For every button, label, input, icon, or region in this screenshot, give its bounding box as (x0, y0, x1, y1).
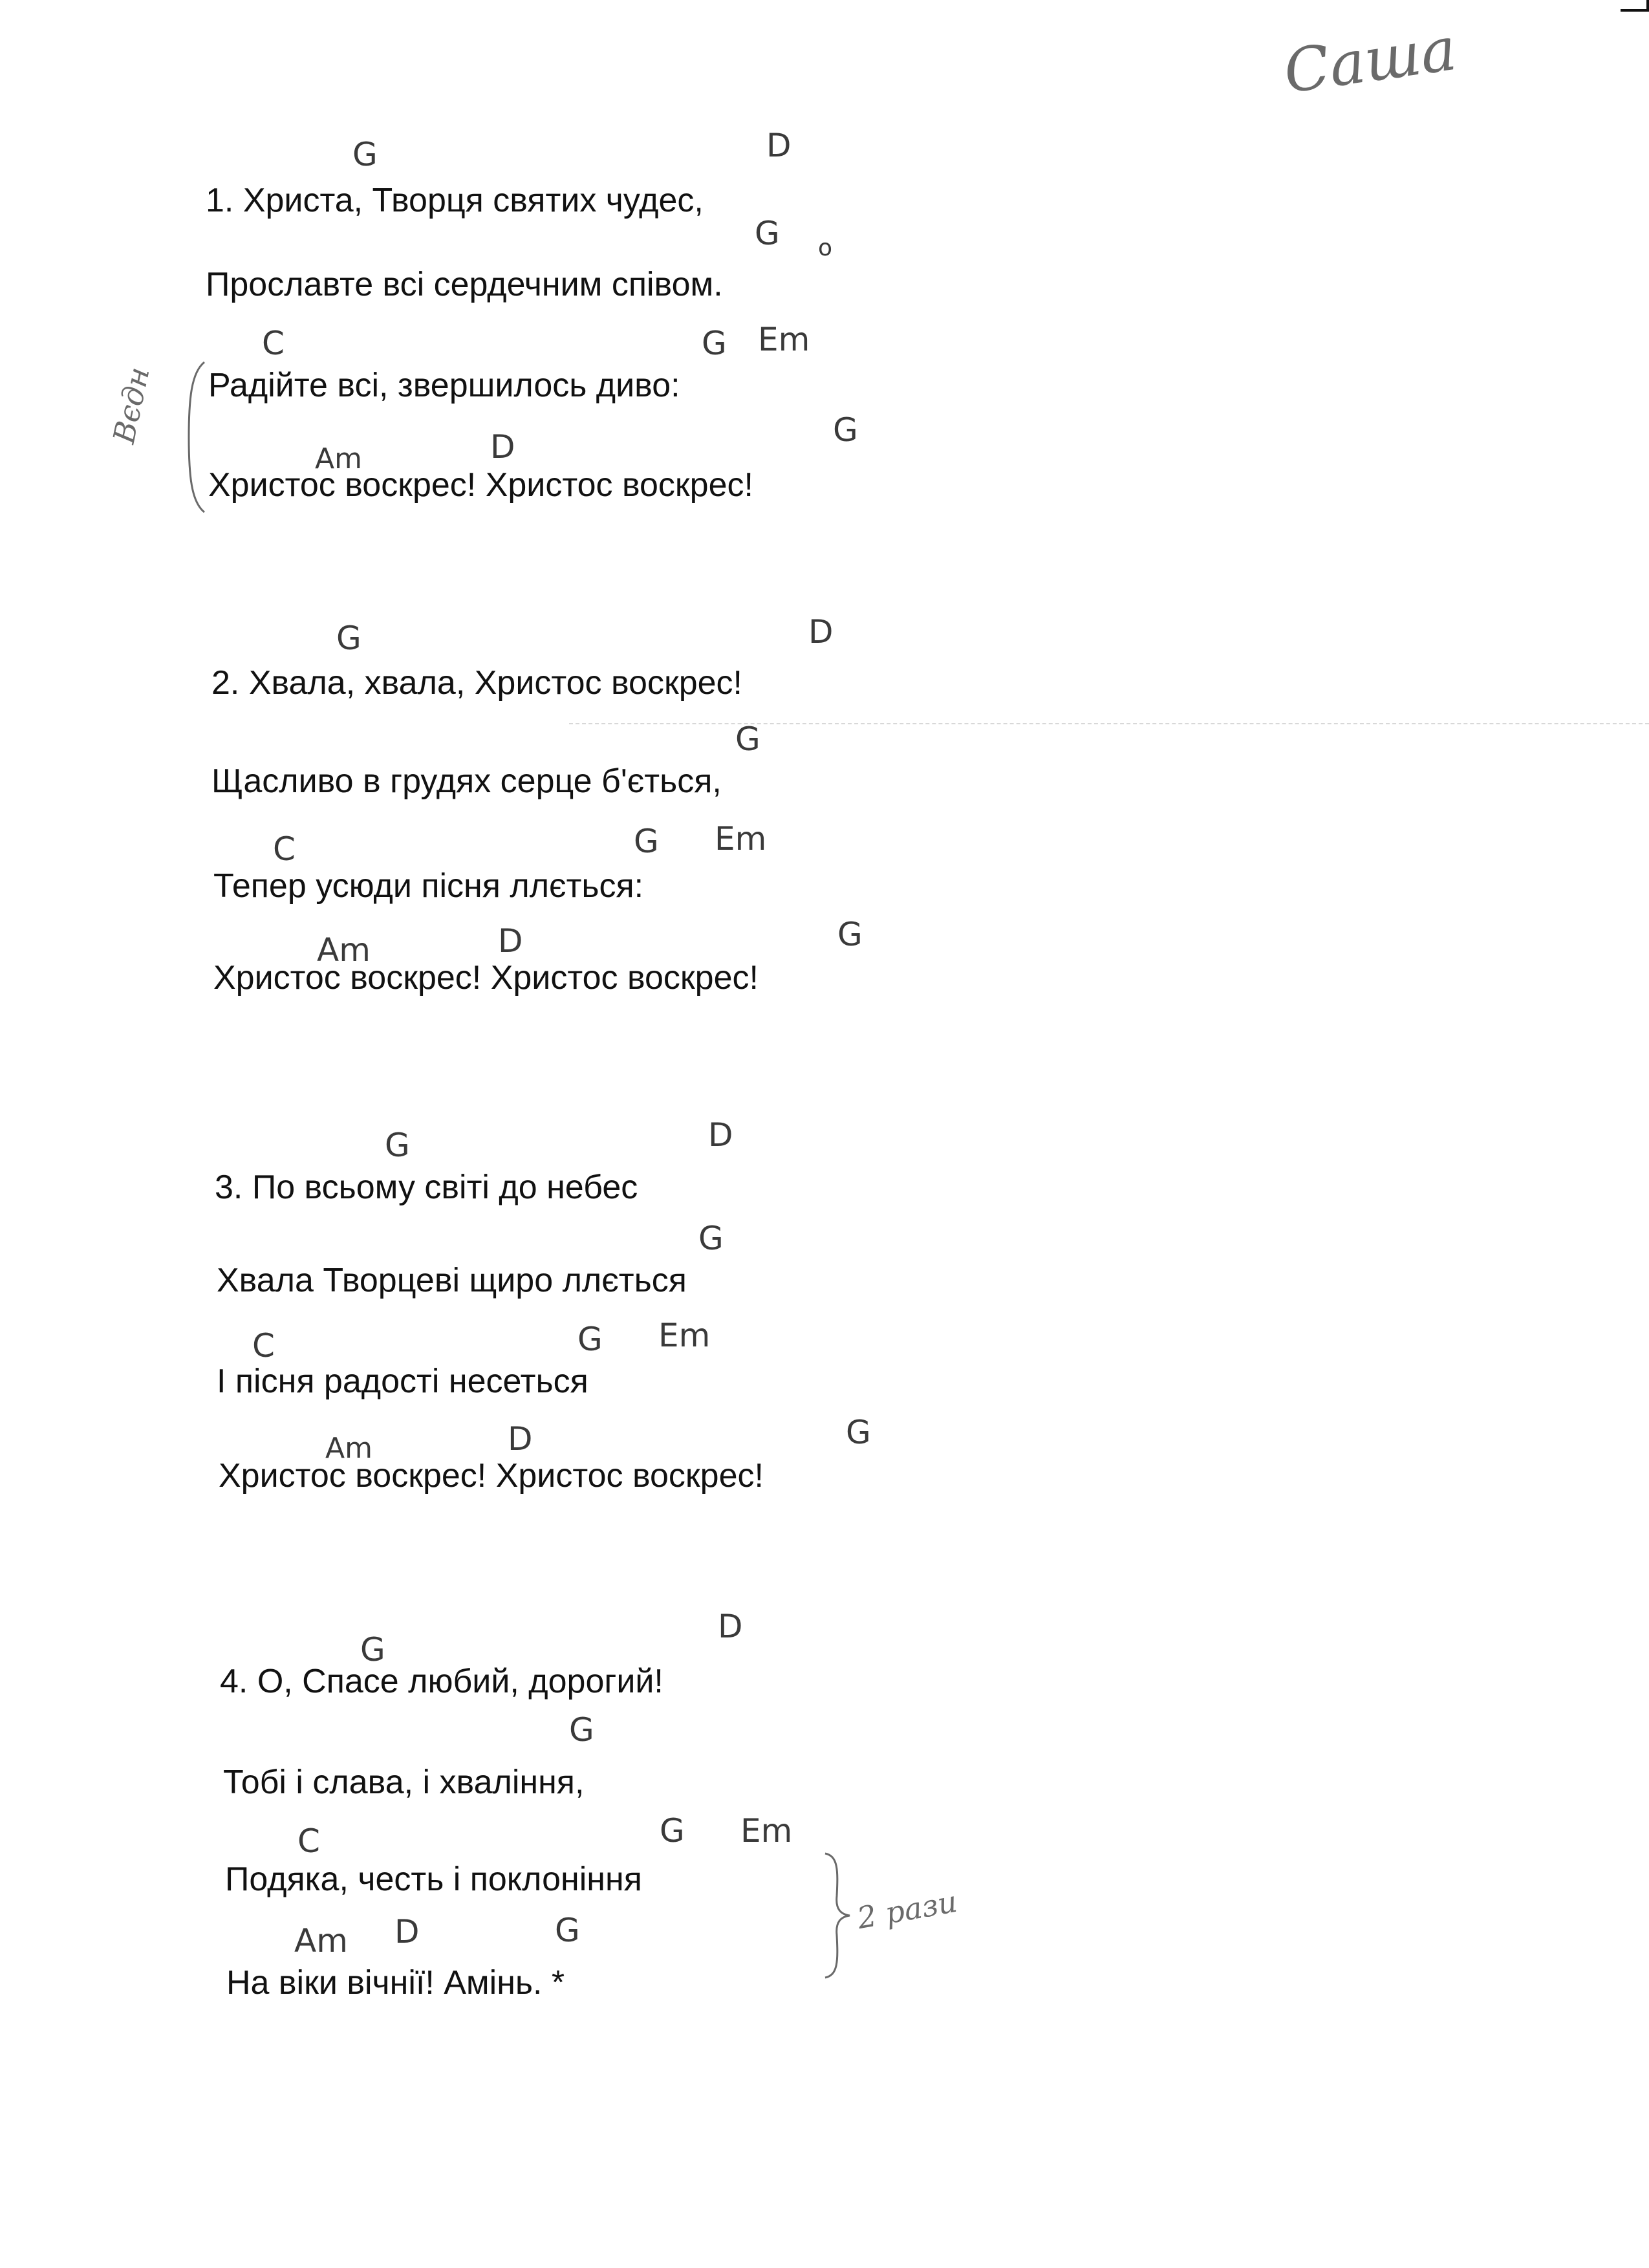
chord: G (837, 916, 863, 953)
chord: D (718, 1608, 743, 1645)
chord: Em (740, 1812, 793, 1850)
chord: C (297, 1822, 320, 1860)
chord: G (846, 1414, 871, 1451)
chord: Em (758, 321, 810, 358)
fold-line (569, 723, 1649, 724)
chorus-label: Вєдн (106, 363, 156, 447)
chord: G (352, 136, 378, 173)
chord: G (569, 1711, 594, 1749)
chord: G (555, 1912, 580, 1949)
chord: G (702, 325, 727, 362)
chord: G (755, 215, 780, 252)
lyric-line: Щасливо в грудях серце б'ється, (211, 762, 722, 800)
chord: G (360, 1631, 385, 1669)
chord: D (508, 1420, 533, 1458)
lyric-line: Христос воскрес! Христос воскрес! (208, 466, 753, 504)
chord: D (498, 922, 523, 960)
lyric-line: На віки вічнії! Амінь. * (226, 1964, 565, 2002)
chord: D (808, 613, 834, 651)
chord: G (577, 1321, 603, 1358)
corner-mark (1621, 0, 1649, 12)
lyric-line: 1. Христа, Творця святих чудес, (206, 182, 704, 219)
chord: G (698, 1220, 724, 1257)
chord: Am (294, 1922, 348, 1960)
lyric-line: Прославте всі сердечним співом. (206, 266, 723, 303)
lyric-line: 4. О, Спасе любий, дорогий! (220, 1663, 663, 1700)
chord: Em (715, 820, 767, 858)
chord: G (634, 823, 659, 860)
chord: D (394, 1913, 420, 1950)
chord: Am (317, 931, 371, 969)
repeat-brace (821, 1851, 854, 1980)
handwritten-name: Саша (1279, 14, 1461, 107)
lyric-line: 2. Хвала, хвала, Христос воскрес! (211, 664, 742, 702)
repeat-label: 2 рази (854, 1883, 960, 1936)
chord: Am (325, 1432, 372, 1465)
lyric-line: Подяка, честь і поклоніння (225, 1861, 642, 1898)
chord: G (735, 720, 760, 758)
chord: D (708, 1116, 733, 1154)
chord: D (490, 428, 515, 466)
lyric-line: Радійте всі, звершилось диво: (208, 367, 680, 404)
lyric-line: 3. По всьому світі до небес (215, 1169, 638, 1206)
chord: G (336, 620, 361, 657)
chorus-bracket (182, 360, 208, 515)
lyric-line: Тепер усюди пісня ллється: (213, 867, 644, 905)
chord: Em (658, 1317, 711, 1354)
chord: C (252, 1327, 275, 1365)
chord: C (262, 325, 285, 362)
chord: Am (315, 442, 362, 475)
chord: D (766, 127, 792, 164)
chord: C (273, 830, 296, 868)
lyric-line: Христос воскрес! Христос воскрес! (213, 959, 759, 997)
lyric-line: Христос воскрес! Христос воскрес! (219, 1457, 764, 1495)
chord: o (818, 235, 833, 261)
chord: G (660, 1812, 685, 1850)
chord: G (385, 1127, 410, 1164)
lyric-line: Тобі і слава, і хваління, (223, 1764, 585, 1801)
lyric-line: Хвала Творцеві щиро ллється (217, 1262, 687, 1299)
chord: G (833, 411, 858, 449)
lyric-line: І пісня радості несеться (217, 1363, 588, 1400)
